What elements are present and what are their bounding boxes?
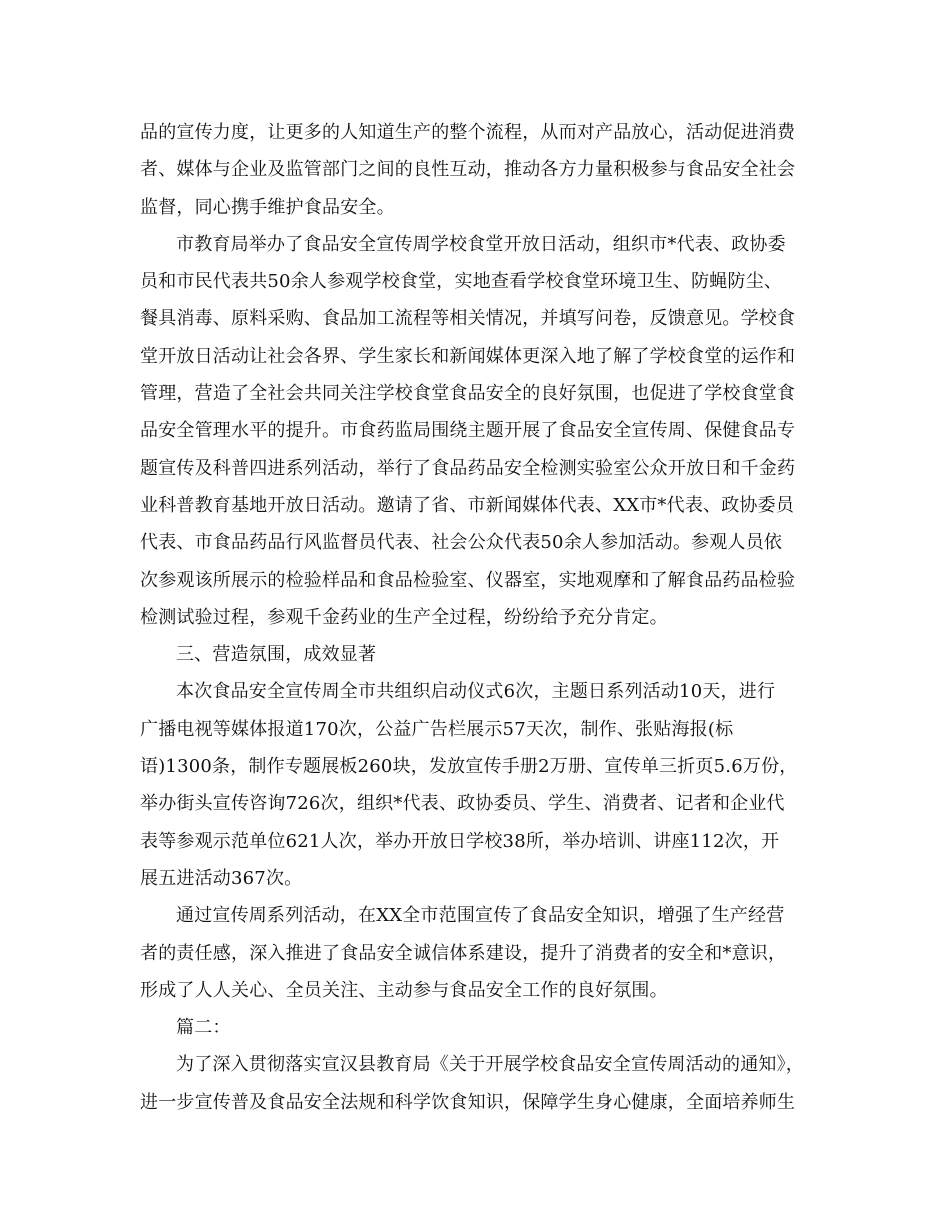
text-line: 代表、市食品药品行风监督员代表、社会公众代表50余人参加活动。参观人员依 [140, 532, 783, 554]
text-line: 检测试验过程，参观千金药业的生产全过程，纷纷给予充分肯定。 [140, 606, 668, 628]
text-line: 形成了人人关心、全员关注、主动参与食品安全工作的良好氛围。 [140, 979, 668, 1001]
text-line: 者的责任感，深入推进了食品安全诚信体系建设，提升了消费者的安全和*意识， [140, 942, 787, 964]
text-line: 品安全管理水平的提升。市食药监局围绕主题开展了食品安全宣传周、保健食品专 [140, 420, 796, 442]
text-line: 展五进活动367次。 [140, 867, 303, 889]
text-line: 品的宣传力度，让更多的人知道生产的整个流程，从而对产品放心，活动促进消费 [140, 122, 796, 143]
text-line: 广播电视等媒体报道170次，公益广告栏展示57天次，制作、张贴海报(标 [140, 718, 734, 740]
text-line: 管理，营造了全社会共同关注学校食堂食品安全的良好氛围，也促进了学校食堂食 [140, 383, 796, 405]
paragraph-first-line: 市教育局举办了食品安全宣传周学校食堂开放日活动，组织市*代表、政协委 [176, 233, 786, 255]
text-line: 次参观该所展示的检验样品和食品检验室、仪器室，实地观摩和了解食品药品检验 [140, 569, 796, 591]
paragraph-first-line: 本次食品安全宣传周全市共组织启动仪式6次，主题日系列活动10天，进行 [176, 681, 776, 703]
text-line: 表等参观示范单位621人次，举办开放日学校38所，举办培训、讲座112次，开 [140, 830, 780, 852]
text-line: 业科普教育基地开放日活动。邀请了省、市新闻媒体代表、XX市*代表、政协委员 [140, 494, 795, 516]
text-line: 举办街头宣传咨询726次，组织*代表、政协委员、学生、消费者、记者和企业代 [140, 793, 785, 815]
part-heading: 篇二： [176, 1017, 231, 1039]
text-line: 题宣传及科普四进系列活动，举行了食品药品安全检测实验室公众开放日和千金药 [140, 457, 796, 479]
text-line: 监督，同心携手维护食品安全。 [140, 196, 395, 218]
text-line: 进一步宣传普及食品安全法规和科学饮食知识，保障学生身心健康，全面培养师生 [140, 1091, 796, 1113]
body-text [140, 114, 820, 1121]
paragraph-first-line: 通过宣传周系列活动，在XX全市范围宣传了食品安全知识，增强了生产经营 [176, 905, 785, 927]
text-line: 堂开放日活动让社会各界、学生家长和新闻媒体更深入地了解了学校食堂的运作和 [140, 345, 796, 367]
section-heading: 三、营造氛围，成效显著 [176, 644, 377, 666]
paragraph-first-line: 为了深入贯彻落实宣汉县教育局《关于开展学校食品安全宣传周活动的通知》， [176, 1054, 804, 1076]
text-line: 者、媒体与企业及监管部门之间的良性互动，推动各方力量积极参与食品安全社会 [140, 159, 796, 181]
text-line: 语)1300条，制作专题展板260块，发放宣传手册2万册、宣传单三折页5.6万份， [140, 756, 798, 778]
text-line: 员和市民代表共50余人参观学校食堂，实地查看学校食堂环境卫生、防蝇防尘、 [140, 271, 783, 293]
text-line: 餐具消毒、原料采购、食品加工流程等相关情况，并填写问卷，反馈意见。学校食 [140, 308, 796, 330]
